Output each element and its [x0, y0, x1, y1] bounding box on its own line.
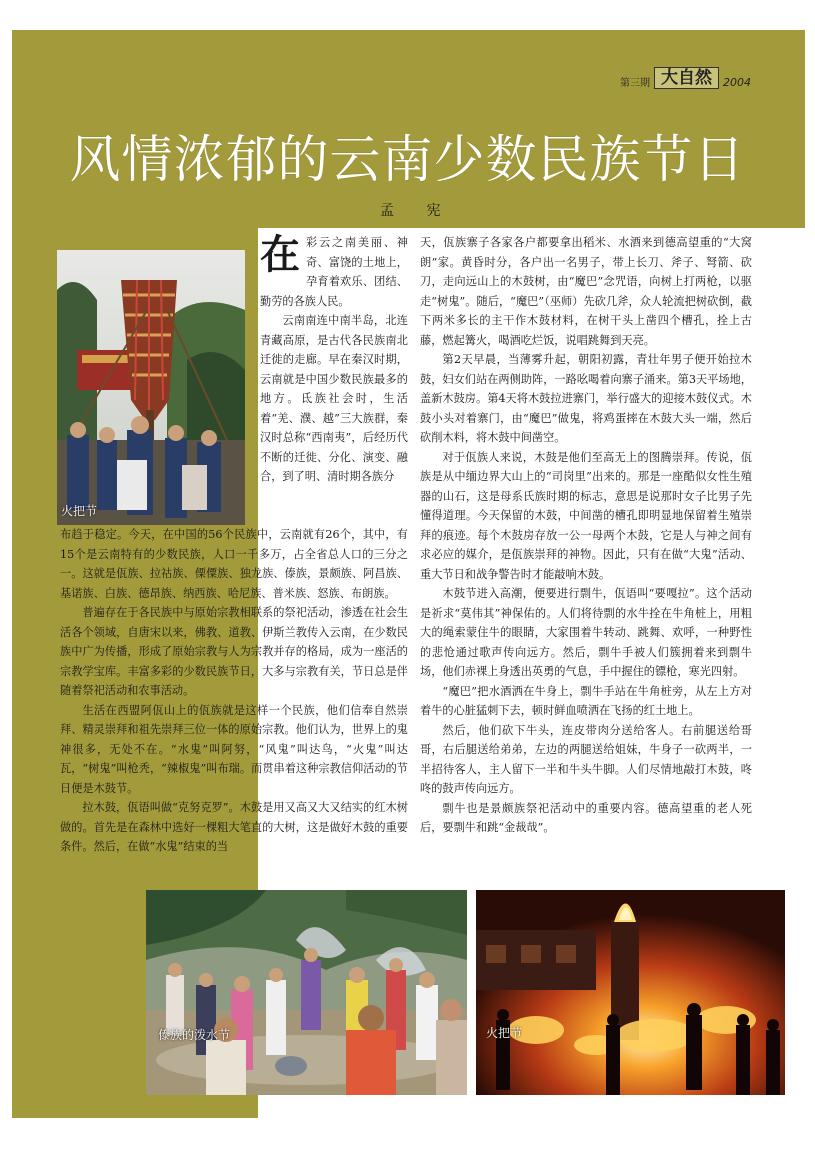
paragraph-2b: 布趋于稳定。今天，在中国的56个民族中，云南就有26个，其中，有15个是云南特有的少数民族，人口一千多万，占全省总人口的三分之一。这就是佤族、拉祜族、傈僳族、独龙族、傣族，景颇族、阿昌族、基诺族、白族、德昂族、纳西族、哈尼族、普米族、怒族、布朗族。 — [60, 528, 408, 600]
caption-photo2: 傣族的泼水节 — [158, 1028, 231, 1042]
paragraph-2a: 云南南连中南半岛，北连青藏高原，是古代各民族南北迁徙的走廊。早在秦汉时期，云南就是中国少数民族最多的地方。氐族社会时，生活着“羌、濮、越”三大族群，秦汉时总称“西南夷”，后经历代不断的迁徙、分化、演变、融合，到了明、清时期各族分 — [260, 314, 408, 483]
paragraph-5: 拉木鼓，佤语叫做“克努克罗”。木鼓是用又高又大又结实的红木树做的。首先是在森林中选好一棵粗大笔直的大树，这是做好木鼓的重要条件。然后，在做“水鬼”结束的当 — [60, 801, 408, 853]
drop-cap: 在 — [260, 231, 300, 278]
paragraph-r3: 对于佤族人来说，木鼓是他们至高无上的图腾崇拜。传说，佤族是从中缅边界大山上的“司岗里”出来的。那是一座酷似女性生殖器的山石，这是母系氏族时期的标志，意思是说那时女子比男子先懂得道理。今天保留的木鼓，中间凿的槽孔即明显地保留着生殖崇拜的痕迹。每个木鼓房存放一公一母两个木鼓，它是人与神之间有求必应的媒介，是佤族崇拜的神物。因此，只有在做“大鬼”活动、重大节日和战争警告时才能敲响木鼓。 — [420, 450, 752, 581]
paragraph-4: 生活在西盟阿佤山上的佤族就是这样一个民族，他们信奉自然崇拜、精灵崇拜和祖先崇拜三位一体的原始宗教。他们认为，世界上的鬼神很多，无处不在。“水鬼”叫阿努，“风鬼”叫达鸟，“火鬼”叫达瓦，“树鬼”叫枪秃，“辣椒鬼”叫布瑞。而贯串着这种宗教信仰活动的节日便是木鼓节。 — [60, 703, 408, 795]
photo-torch-festival-night — [476, 890, 785, 1095]
article-title: 风情浓郁的云南少数民族节日 — [69, 131, 746, 190]
paragraph-r2: 第2天早晨，当薄雾升起，朝阳初露，青壮年男子便开始拉木鼓，妇女们站在两侧助阵，一路吆喝着向寨子涌来。第3天平场地，盖新木鼓房。第4天将木鼓拉进寨门，举行盛大的迎接木鼓仪式。木鼓小头对着寨门，由“魔巴”做鬼，将鸡蛋摔在木鼓大头一端，然后砍削木料，将木鼓中间凿空。 — [420, 353, 752, 444]
caption-photo1: 火把节 — [61, 504, 98, 518]
paragraph-1: 彩云之南美丽、神奇、富饶的土地上，孕育着欢乐、团结、勤劳的各族人民。 — [260, 236, 408, 308]
paragraph-r1: 天，佤族寨子各家各户都要拿出稻米、水酒来到德高望重的“大窝朗”家。黄昏时分，各户出一名男子，带上长刀、斧子、弩箭、砍刀，走向远山上的木鼓树，由“魔巴”念咒语，向树上打两枪，以驱走“树鬼”。随后，“魔巴”（巫师）先砍几斧，众人轮流把树砍倒，截下两米多长的主干作木鼓材料，在树干头上凿四个槽孔，拴上古藤，燃起篝火，喝酒吃烂饭，说唱跳舞到天亮。 — [420, 236, 752, 347]
issue-year: 2004 — [723, 76, 751, 89]
article-column-left-narrow — [260, 233, 408, 487]
paragraph-r7: 剽牛也是景颇族祭祀活动中的重要内容。德高望重的老人死后，要剽牛和跳“金裁哉”。 — [420, 801, 752, 834]
article-column-right — [420, 233, 752, 838]
photo-torch-festival-tower — [57, 250, 245, 525]
caption-photo3: 火把节 — [486, 1026, 523, 1040]
photo-water-splashing-festival — [146, 890, 467, 1095]
issue-number: 第三期 — [620, 78, 650, 89]
issue-label — [620, 65, 751, 89]
paragraph-r5: “魔巴”把水酒洒在牛身上，剽牛手站在牛角桩旁，从左上方对着牛的心脏猛刺下去，顿时鲜血喷洒在飞扬的红土地上。 — [420, 684, 752, 717]
article-column-left-wide — [60, 525, 408, 857]
paragraph-r6: 然后，他们砍下牛头，连皮带肉分送给客人。右前腿送给哥哥，右后腿送给弟弟，左边的两腿送给姐妹，牛身子一砍两半，一半招待客人，主人留下一半和牛头牛脚。人们尽情地敲打木鼓，咚咚的鼓声传向远方。 — [420, 723, 752, 795]
paragraph-3: 普遍存在于各民族中与原始宗教相联系的祭祀活动，渗透在社会生活各个领域，自唐宋以来，佛教、道教、伊斯兰教传入云南，在少数民族中广为传播，形成了原始宗教与人为宗教并存的格局，成为一座活的宗教学宝库。丰富多彩的少数民族节日，大多与宗教有关，节日总是伴随着祭祀活动和农事活动。 — [60, 606, 408, 697]
paragraph-r4: 木鼓节进入高潮，便要进行剽牛，佤语叫“要嘎拉”。这个活动是祈求“莫伟其”神保佑的。人们将待剽的水牛拴在牛角桩上，用粗大的绳索蒙住牛的眼睛，大家围着牛转动、跳舞、欢呼，一种野性的悲怆通过歌声传向远方。然后，剽牛手被人们簇拥着来到剽牛场，他们赤裸上身透出英勇的气息，手中握住的镖枪，寒光四射。 — [420, 587, 752, 678]
magazine-name: 大自然 — [654, 67, 719, 89]
article-author: 孟 宪 — [380, 203, 455, 219]
